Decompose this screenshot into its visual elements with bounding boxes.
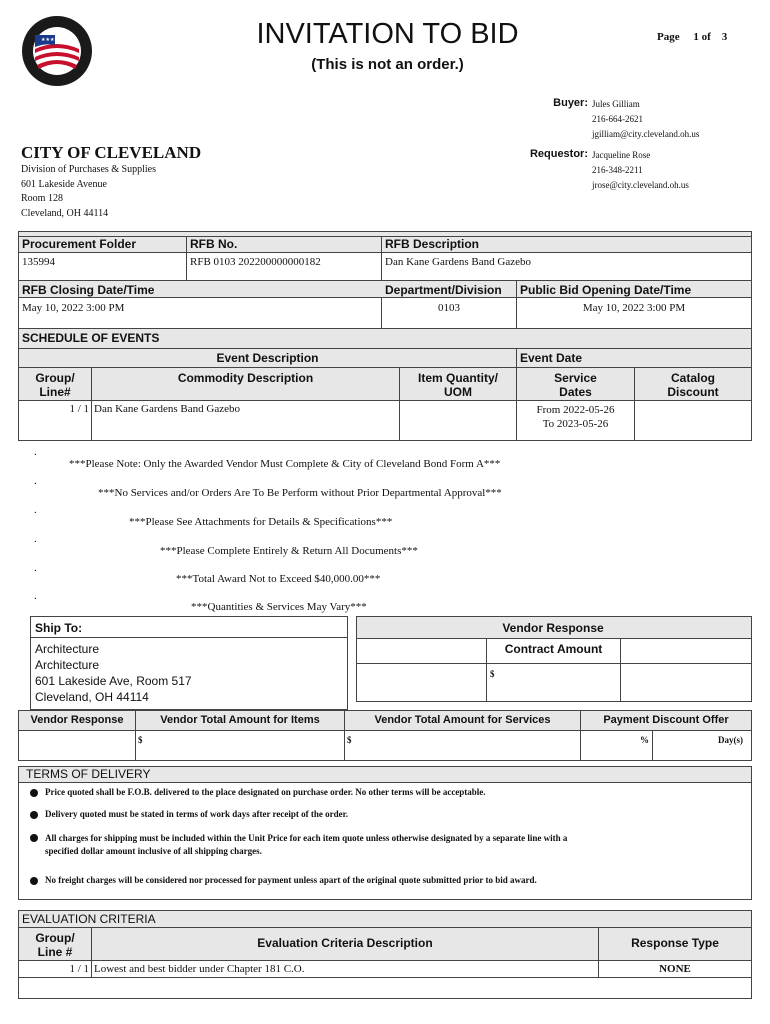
- org-city: Cleveland, OH 44114: [21, 207, 109, 219]
- term-1: Price quoted shall be F.O.B. delivered to the place designated on purchase order. No other terms will be acceptable.: [45, 787, 486, 797]
- org-room: Room 128: [21, 193, 63, 204]
- col-service-dates: Service Dates: [554, 371, 597, 399]
- opening-date-value: May 10, 2022 3:00 PM: [582, 302, 686, 314]
- requestor-phone: 216-348-2211: [592, 165, 643, 175]
- bullet-icon: [30, 789, 38, 797]
- discount-percent: %: [640, 735, 649, 745]
- page-label: Page: [657, 31, 680, 43]
- eval-col-response-type: Response Type: [631, 936, 719, 950]
- note-1: ***Please Note: Only the Awarded Vendor Must Complete & City of Cleveland Bond Form A***: [69, 458, 501, 470]
- svg-text:★★★: ★★★: [41, 38, 55, 43]
- page-title: INVITATION TO BID: [256, 18, 519, 50]
- term-4: No freight charges will be considered nor processed for payment unless apart of the original quote submitted prior to bid award.: [45, 875, 537, 885]
- requestor-email: jrose@city.cleveland.oh.us: [592, 180, 689, 190]
- note-4: ***Please Complete Entirely & Return All Documents***: [160, 545, 418, 557]
- eval-row-desc: Lowest and best bidder under Chapter 181 C.O.: [94, 963, 305, 975]
- term-3: All charges for shipping must be included within the Unit Price for each item quote unless otherwise designated by a separate line with a specified dollar amount inclusive of all shipping charges.: [45, 833, 568, 856]
- page-total: 3: [721, 31, 728, 43]
- note-2: ***No Services and/or Orders Are To Be Perform without Prior Departmental Approval***: [98, 487, 502, 499]
- org-street: 601 Lakeside Avenue: [21, 178, 107, 190]
- procurement-folder-label: Procurement Folder: [22, 237, 137, 251]
- requestor-contact: [592, 148, 689, 193]
- buyer-label: Buyer:: [553, 97, 588, 109]
- schedule-row-dates: From 2022-05-26 To 2023-05-26: [536, 404, 615, 430]
- ship-to-label: Ship To:: [35, 621, 83, 635]
- contract-amount-dollar: $: [490, 669, 495, 679]
- terms-title: TERMS OF DELIVERY: [26, 767, 151, 781]
- page-of: of: [701, 31, 711, 43]
- eval-col-group-line: Group/ Line #: [35, 931, 75, 959]
- discount-days: Day(s): [718, 735, 743, 745]
- org-name: CITY OF CLEVELAND: [21, 143, 202, 162]
- note-3: ***Please See Attachments for Details & Specifications***: [129, 516, 393, 528]
- col-catalog-discount: Catalog Discount: [667, 371, 719, 399]
- note-5: ***Total Award Not to Exceed $40,000.00***: [176, 573, 381, 585]
- event-description-label: Event Description: [216, 351, 319, 365]
- totals-items-label: Vendor Total Amount for Items: [160, 714, 320, 726]
- note-6: ***Quantities & Services May Vary***: [191, 601, 367, 613]
- bullet-icon: [30, 834, 38, 842]
- eval-row-type: NONE: [659, 963, 691, 975]
- items-total-dollar: $: [138, 735, 143, 745]
- closing-date-label: RFB Closing Date/Time: [22, 283, 155, 297]
- requestor-label: Requestor:: [529, 148, 588, 160]
- closing-date-value: May 10, 2022 3:00 PM: [22, 302, 125, 314]
- department-value: 0103: [438, 302, 460, 314]
- notes-section: . ***Please Note: Only the Awarded Vendor Must Complete & City of Cleveland Bond Form A*** . ***No Services and/or Orders Are To Be Perform without Prior Departmental Approval*** . ***Please See Attachments for Details & Specifications*** . ***Please Complete Entirely & Return All Documents*** . ***Total Award Not to Exceed $40,000.00*** . ***Quantities & Services May Vary***: [34, 446, 502, 613]
- col-commodity: Commodity Description: [177, 371, 314, 385]
- eval-col-description: Evaluation Criteria Description: [257, 936, 433, 950]
- buyer-email: jgilliam@city.cleveland.oh.us: [592, 129, 700, 139]
- rfb-description-value: Dan Kane Gardens Band Gazebo: [385, 256, 531, 268]
- col-quantity: Item Quantity/ UOM: [417, 371, 498, 399]
- buyer-phone: 216-664-2621: [592, 114, 643, 124]
- rfb-no-value: RFB 0103 202200000000182: [190, 256, 321, 268]
- org-division: Division of Purchases & Supplies: [21, 164, 156, 175]
- rfb-description-label: RFB Description: [385, 237, 480, 251]
- services-total-dollar: $: [347, 735, 352, 745]
- schedule-row-line: 1 / 1: [69, 403, 89, 415]
- procurement-folder-value: 135994: [22, 256, 55, 268]
- city-seal-logo: [21, 13, 93, 89]
- page-subtitle: (This is not an order.): [311, 56, 464, 73]
- buyer-name: Jules Gilliam: [592, 99, 640, 109]
- term-2: Delivery quoted must be stated in terms of work days after receipt of the order.: [45, 809, 349, 819]
- page-indicator: [657, 31, 727, 43]
- schedule-title: SCHEDULE OF EVENTS: [22, 331, 160, 345]
- org-address: [21, 163, 156, 221]
- opening-date-label: Public Bid Opening Date/Time: [520, 283, 692, 297]
- requestor-name: Jacqueline Rose: [592, 150, 651, 160]
- evaluation-title: EVALUATION CRITERIA: [22, 912, 156, 926]
- ship-to-address: Architecture Architecture 601 Lakeside Ave, Room 517 Cleveland, OH 44114: [35, 642, 192, 704]
- vendor-response-title: Vendor Response: [502, 621, 604, 635]
- contract-amount-label: Contract Amount: [504, 642, 603, 656]
- bullet-icon: [30, 811, 38, 819]
- event-date-label: Event Date: [520, 351, 583, 365]
- buyer-contact: [592, 97, 699, 142]
- schedule-row-desc: Dan Kane Gardens Band Gazebo: [94, 403, 240, 415]
- totals-vendor-response-label: Vendor Response: [30, 714, 124, 726]
- department-label: Department/Division: [385, 283, 502, 297]
- col-group-line: Group/ Line#: [35, 371, 75, 399]
- eval-row-line: 1 / 1: [69, 963, 89, 975]
- rfb-no-label: RFB No.: [190, 237, 238, 251]
- totals-services-label: Vendor Total Amount for Services: [374, 714, 551, 726]
- page-number: 1: [693, 31, 699, 43]
- bullet-icon: [30, 877, 38, 885]
- payment-discount-label: Payment Discount Offer: [603, 714, 729, 726]
